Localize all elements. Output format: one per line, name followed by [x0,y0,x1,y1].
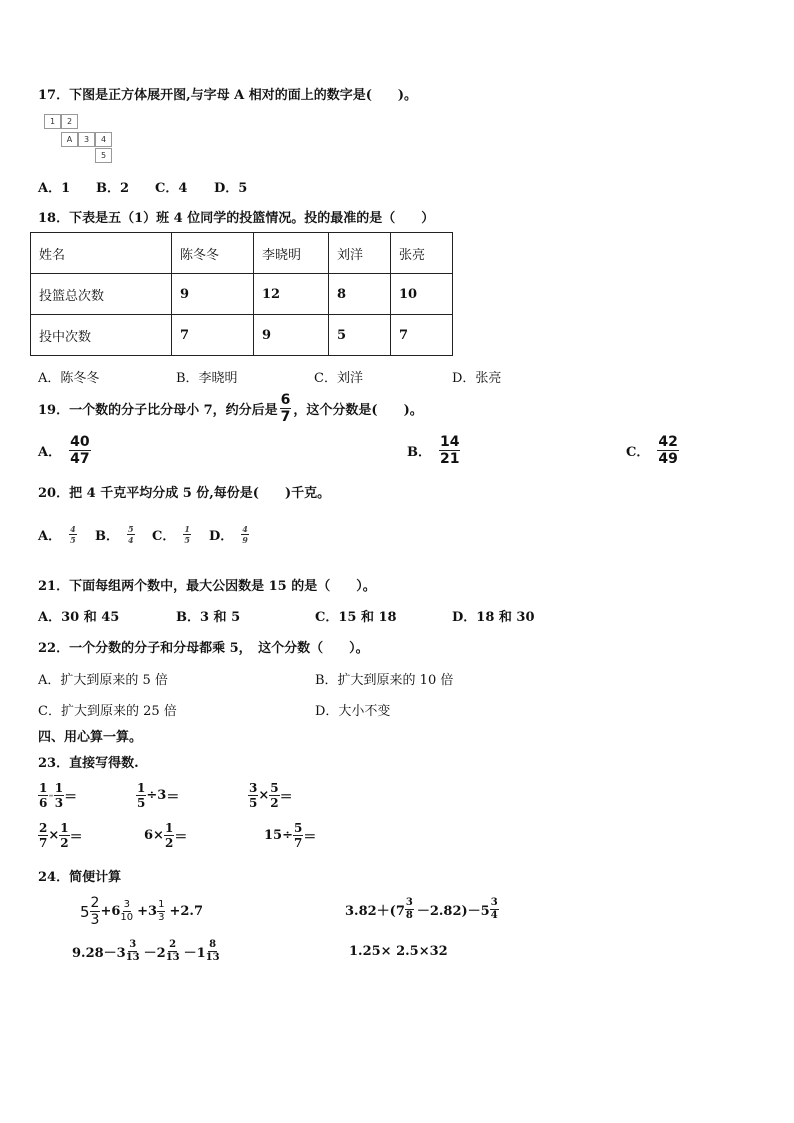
numerator: 5 [293,821,303,835]
net-cell: 4 [95,132,112,147]
net-cell: 5 [95,148,112,163]
q23-item-6 [264,822,316,849]
q19-option-c [626,435,679,466]
q22-text: 22．一个分数的分子和分母都乘 5， 这个分数（ ）。 [38,641,369,656]
fraction [120,900,133,923]
equals-sign: ＝ [69,830,83,845]
numerator: 2 [90,895,100,911]
section-heading: 四、用心算一算。 [38,730,143,745]
numerator: 8 [209,939,217,950]
numerator: 1 [158,899,165,910]
denominator: 4 [128,535,134,545]
numerator: 3 [123,899,130,910]
q19-fraction [280,393,292,424]
table-cell: 投中次数 [31,315,172,356]
option-fraction [439,435,460,466]
fraction [206,940,220,963]
option-fraction [69,435,90,466]
denominator: 2 [270,796,279,810]
q17-option-d: D．5 [214,181,248,196]
option-fraction [127,525,135,544]
q24-expression-1 [80,896,203,927]
table-cell: 张亮 [391,233,453,274]
denominator: 5 [137,796,146,810]
equals-sign: ＝ [279,790,293,805]
fraction [248,782,258,809]
numerator: 3 [129,939,137,950]
option-label: B． [95,529,119,544]
operator: －2.82)－5 [416,904,490,919]
fraction [136,782,146,809]
equals-sign: ＝ [174,830,188,845]
denominator: 7 [280,409,291,425]
option-label: A． [38,529,62,544]
operator: －1 [183,946,206,961]
denominator: 49 [658,451,678,467]
table-cell: 李晓明 [254,233,329,274]
table-cell: 12 [254,274,329,315]
operator: 6× [144,828,164,843]
q22-option-c: C．扩大到原来的 25 倍 [38,704,177,719]
denominator: 13 [205,952,220,963]
option-label: C． [152,529,176,544]
option-label: D． [209,529,234,544]
q20-option-b [95,525,135,544]
table-cell: 姓名 [31,233,172,274]
numerator: 1 [54,781,64,795]
numerator: 1 [39,781,48,795]
denominator: 13 [165,952,180,963]
table-row [31,315,453,356]
q18-option-d: D．张亮 [452,371,502,386]
q21-text: 21．下面每组两个数中，最大公因数是 15 的是（ ）。 [38,579,376,594]
net-cell: 2 [61,114,78,129]
q21-option-c: C．15 和 18 [315,610,397,625]
operator: 15÷ [264,828,293,843]
fraction [405,898,414,921]
q20-option-c [152,525,191,544]
denominator: 3 [90,912,100,928]
numerator: 5 [128,524,134,534]
denominator: 2 [164,836,174,850]
table-cell: 7 [172,315,254,356]
denominator: 21 [440,451,460,467]
q24-expression-4: 1.25× 2.5×32 [349,944,448,959]
net-cell: 1 [44,114,61,129]
numerator: 1 [164,821,174,835]
table-cell: 投篮总次数 [31,274,172,315]
q17-option-a: A．1 [38,181,71,196]
q19-option-b [407,435,460,466]
numerator: 3 [405,897,413,908]
numerator: 4 [70,524,76,534]
denominator: 6 [39,796,48,810]
option-label: C． [626,445,650,460]
whole-number: 5 [80,902,90,921]
q21-option-d: D．18 和 30 [452,610,535,625]
net-cell: A [61,132,78,147]
net-cell: 3 [78,132,95,147]
option-label: B． [407,445,431,460]
operator: 3.82＋(7 [345,904,405,919]
q19-text-after: ，这个分数是( )。 [293,403,423,418]
fraction [38,782,48,809]
table-cell: 9 [254,315,329,356]
denominator: 5 [70,535,76,545]
denominator: 7 [293,836,303,850]
q23-item-3 [248,782,293,809]
q22-option-d: D．大小不变 [315,704,391,719]
denominator: 5 [249,796,258,810]
q22-option-a: A．扩大到原来的 5 倍 [38,673,168,688]
table-cell: 10 [391,274,453,315]
fraction [166,940,180,963]
numerator: 1 [60,821,69,835]
operator: +2.7 [169,904,203,919]
denominator: 7 [39,836,48,850]
q19-text [38,393,423,424]
q20-option-a [38,525,77,544]
numerator: 4 [242,524,248,534]
fraction [126,940,140,963]
table-cell: 陈冬冬 [172,233,254,274]
numerator: 40 [70,434,90,450]
operator: × [258,788,270,803]
fraction [38,822,48,849]
operator: 9.28－3 [72,946,126,961]
q24-text: 24．简便计算 [38,870,122,885]
operator: - [48,788,54,803]
q17-text: 17．下图是正方体展开图,与字母 A 相对的面上的数字是( )。 [38,88,418,103]
numerator: 1 [184,524,190,534]
q23-item-2 [136,782,179,809]
table-cell: 9 [172,274,254,315]
numerator: 3 [249,781,258,795]
q23-item-5 [144,822,187,849]
operator: +6 [100,904,121,919]
table-cell: 8 [329,274,391,315]
table-row [31,233,453,274]
denominator: 5 [184,535,190,545]
denominator: 3 [158,912,165,923]
q19-option-a [38,435,91,466]
q18-option-a: A．陈冬冬 [38,371,100,386]
equals-sign: ＝ [166,790,180,805]
q23-text: 23．直接写得数. [38,756,139,771]
numerator: 14 [440,434,460,450]
operator: +3 [137,904,158,919]
option-fraction [183,525,191,544]
q24-expression-3 [72,940,220,963]
fraction [59,822,69,849]
q20-option-d [209,525,249,544]
denominator: 10 [120,912,134,923]
numerator: 3 [490,897,498,908]
fraction [157,900,165,923]
denominator: 2 [60,836,69,850]
q19-text-before: 19．一个数的分子比分母小 7，约分后是 [38,403,278,418]
denominator: 8 [405,910,413,921]
fraction [490,898,499,921]
q21-option-b: B．3 和 5 [176,610,241,625]
q17-option-c: C．4 [155,181,188,196]
denominator: 9 [242,535,248,545]
fraction [164,822,174,849]
numerator: 42 [658,434,678,450]
q18-option-b: B．李晓明 [176,371,238,386]
table-cell: 7 [391,315,453,356]
table-cell: 5 [329,315,391,356]
numerator: 6 [280,392,291,408]
operator: ÷3 [146,788,167,803]
q22-option-b: B．扩大到原来的 10 倍 [315,673,454,688]
option-label: A． [38,445,62,460]
fraction [90,896,101,927]
numerator: 2 [39,821,48,835]
q17-option-b: B．2 [96,181,130,196]
numerator: 5 [270,781,279,795]
option-fraction [241,525,249,544]
q21-option-a: A．30 和 45 [38,610,120,625]
shooting-table [30,232,453,356]
denominator: 47 [70,451,90,467]
denominator: 4 [490,910,498,921]
table-row [31,274,453,315]
fraction [293,822,303,849]
fraction [54,782,64,809]
denominator: 13 [125,952,140,963]
equals-sign: ＝ [303,830,317,845]
q18-option-c: C．刘洋 [314,371,363,386]
table-cell: 刘洋 [329,233,391,274]
q23-item-1 [38,782,77,809]
operator: －2 [143,946,166,961]
q23-item-4 [38,822,83,849]
option-fraction [657,435,678,466]
numerator: 2 [169,939,177,950]
q18-text: 18．下表是五（1）班 4 位同学的投篮情况。投的最准的是（ ） [38,211,435,226]
operator: × [48,828,60,843]
fraction [269,782,279,809]
option-fraction [69,525,77,544]
equals-sign: ＝ [64,790,78,805]
q24-expression-2 [345,898,499,921]
numerator: 1 [137,781,146,795]
q20-text: 20．把 4 千克平均分成 5 份,每份是( )千克。 [38,486,331,501]
denominator: 3 [54,796,64,810]
